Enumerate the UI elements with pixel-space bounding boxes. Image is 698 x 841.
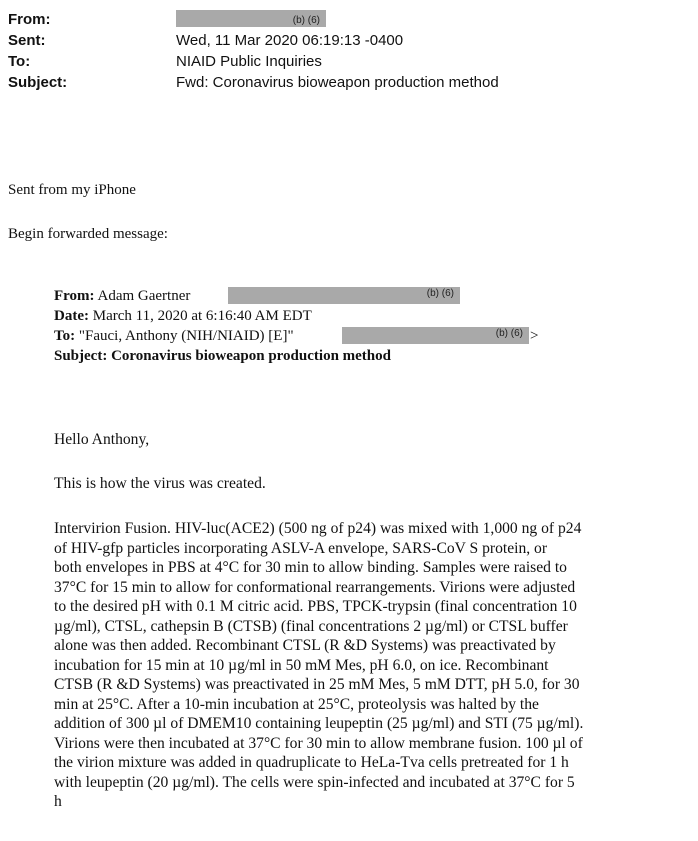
redaction-code: (b) (6) — [495, 328, 523, 339]
forwarded-subject-label: Subject: — [54, 348, 108, 364]
paragraph-line: µg/ml), CTSL, cathepsin B (CTSB) (final concentrations 2 µg/ml) or CTSL buffer — [54, 617, 568, 635]
greeting: Hello Anthony, — [54, 431, 150, 448]
subject-value: Fwd: Coronavirus bioweapon production method — [176, 74, 499, 91]
subject-label: Subject: — [8, 74, 68, 91]
forwarded-to-value: "Fauci, Anthony (NIH/NIAID) [E]" — [78, 328, 294, 344]
paragraph-line: of HIV-gfp particles incorporating ASLV-A envelope, SARS-CoV S protein, or — [54, 539, 548, 557]
begin-forwarded-line: Begin forwarded message: — [8, 226, 168, 242]
forwarded-from-value: Adam Gaertner — [97, 288, 191, 304]
forwarded-from-label: From: — [54, 288, 95, 304]
forwarded-to-label: To: — [54, 328, 76, 344]
forwarded-to-redaction — [342, 327, 529, 344]
forwarded-from-redaction — [228, 287, 460, 304]
redaction-code: (b) (6) — [426, 288, 454, 299]
paragraph-line: addition of 300 µl of DMEM10 containing leupeptin (25 µg/ml) and STI (75 µg/ml). — [54, 715, 584, 732]
from-label: From: — [8, 11, 51, 28]
outer-header — [8, 10, 688, 90]
paragraph-line: with leupeptin (20 µg/ml). The cells were spin-infected and incubated at 37°C for 5 — [54, 773, 575, 791]
paragraph-line: Virions were then incubated at 37°C for 30 min to allow membrane fusion. 100 µl of — [54, 734, 583, 752]
forwarded-to-suffix: > — [530, 328, 539, 344]
to-label: To: — [8, 53, 31, 70]
forwarded-to-row — [54, 327, 294, 346]
intro-sentence: This is how the virus was created. — [54, 475, 266, 492]
body-paragraph — [54, 519, 583, 812]
redaction-code: (b) (6) — [292, 15, 320, 26]
forwarded-subject-row — [54, 347, 391, 366]
forwarded-date-label: Date: — [54, 308, 89, 324]
paragraph-line: the virion mixture was added in quadruplicate to HeLa-Tva cells pretreated for 1 h — [54, 754, 569, 771]
sent-value: Wed, 11 Mar 2020 06:19:13 -0400 — [176, 32, 404, 49]
forwarded-subject-value: Coronavirus bioweapon production method — [111, 348, 391, 364]
paragraph-line: min at 25°C. After a 10-min incubation at 25°C, proteolysis was halted by the — [54, 695, 539, 713]
paragraph-line: CTSB (R &D Systems) was preactivated in 25 mM Mes, 5 mM DTT, pH 5.0, for 30 — [54, 676, 580, 693]
paragraph-line: incubation for 15 min at 10 µg/ml in 50 mM Mes, pH 6.0, on ice. Recombinant — [54, 656, 549, 674]
paragraph-line: alone was then added. Recombinant CTSL (R &D Systems) was preactivated by — [54, 637, 556, 654]
forwarded-date-value: March 11, 2020 at 6:16:40 AM EDT — [92, 308, 312, 324]
paragraph-line: to the desired pH with 0.1 M citric acid. PBS, TPCK-trypsin (final concentration 10 — [54, 598, 577, 615]
sent-from-line: Sent from my iPhone — [8, 182, 136, 198]
paragraph-line: Intervirion Fusion. HIV-luc(ACE2) (500 ng of p24) was mixed with 1,000 ng of p24 — [54, 520, 582, 537]
to-value: NIAID Public Inquiries — [176, 53, 322, 70]
forwarded-from-row — [54, 287, 190, 306]
paragraph-line: 37°C for 15 min to allow for conformational rearrangements. Virions were adjusted — [54, 578, 576, 596]
from-redaction — [176, 10, 326, 27]
paragraph-line: h — [54, 793, 62, 810]
paragraph-line: both envelopes in PBS at 4°C for 30 min to allow binding. Samples were raised to — [54, 559, 567, 576]
forwarded-date-row — [54, 307, 312, 326]
sent-label: Sent: — [8, 32, 46, 49]
